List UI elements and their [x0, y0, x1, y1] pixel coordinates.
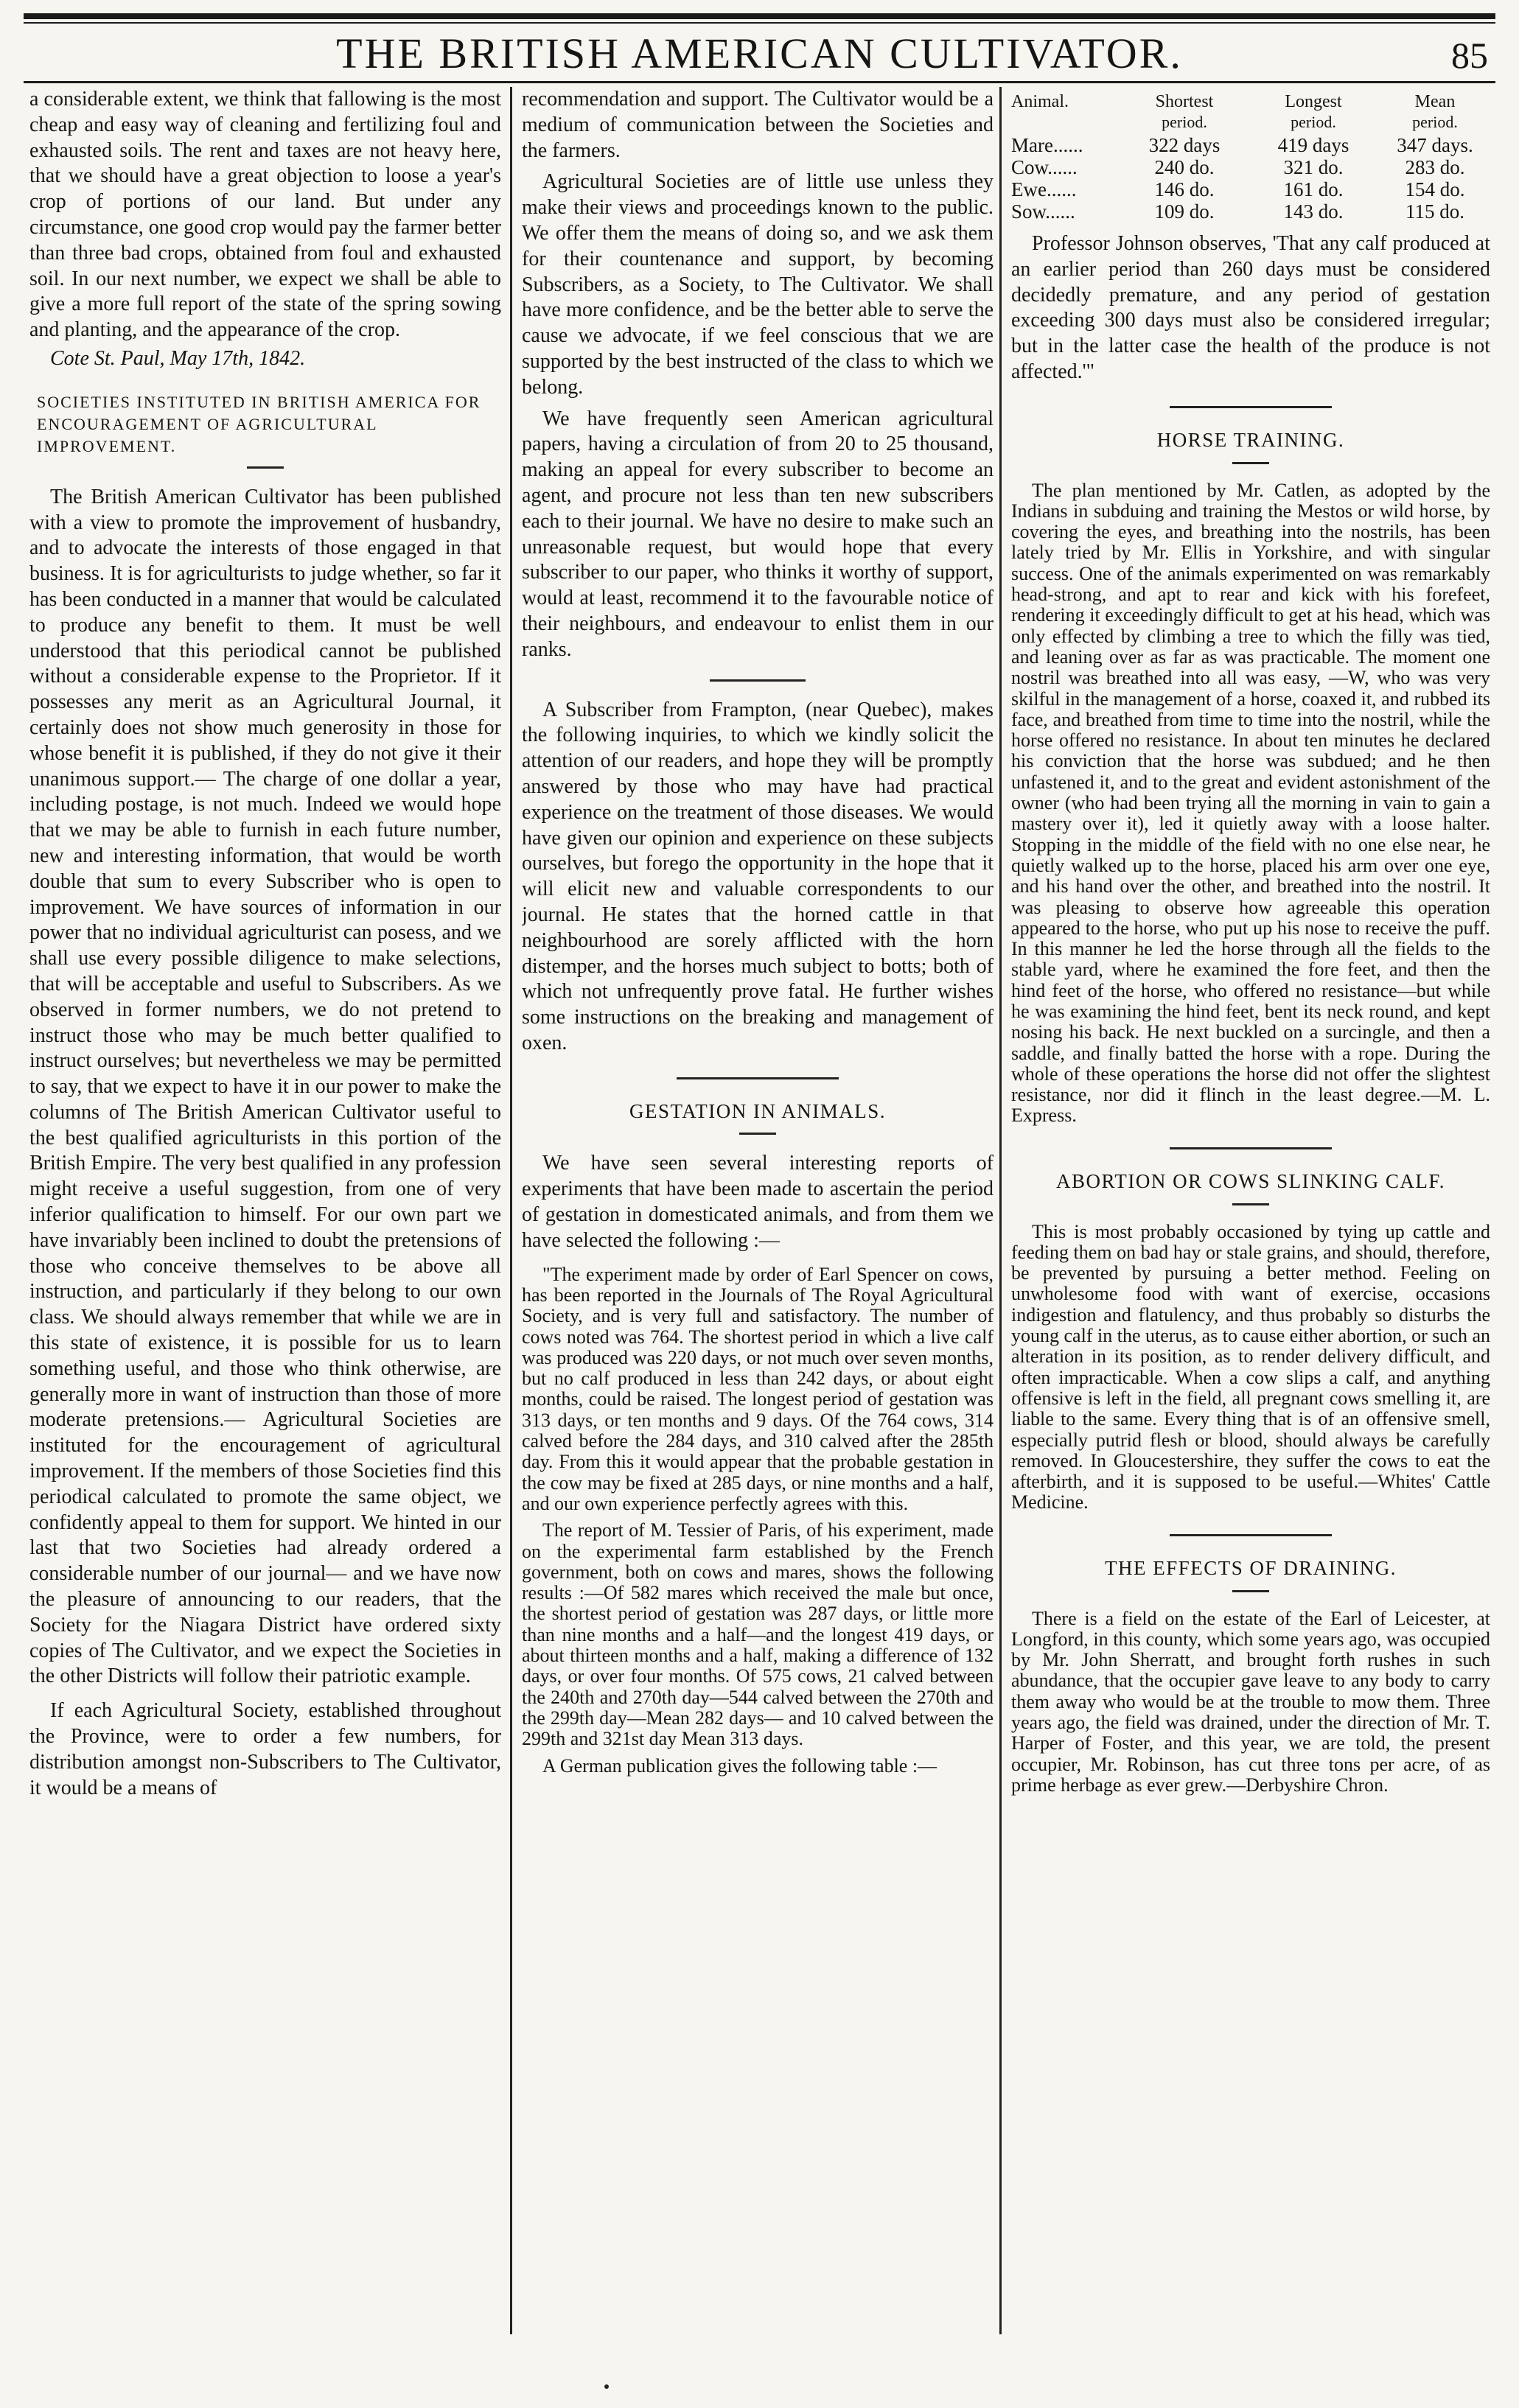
gestation-table-header: [1011, 91, 1490, 133]
johnson-paragraph: Professor Johnson observes, 'That any calf produced at an earlier period than 260 days must be considered decidedly premature, and any period of gestation exceeding 300 days must also be considered irregular; but in the latter case the health of the produce is not affected.'": [1011, 232, 1490, 383]
horse-training-heading: HORSE TRAINING.: [1156, 428, 1345, 451]
header-mean: Mean period.: [1412, 92, 1458, 131]
table-row: Mare...... 322 days 419 days 347 days.: [1011, 134, 1473, 156]
column-2: [522, 87, 994, 2334]
column-rule-1: [510, 87, 512, 2334]
header-longest: Longest period.: [1285, 92, 1342, 131]
societies-use-paragraph: Agricultural Societies are of little use unless they make their views and proceedings known to the public. We offer them the means of doing so, and we ask them for their countenance and support, by becoming Subscribers, as a Society, to The Cultivator. We shall have more confidence, and be the better able to serve the cause we advocate, if we feel conscious that we are supported by the best instructed of the class to which we belong.: [522, 170, 994, 399]
section-divider: [739, 1133, 776, 1135]
article-divider: [1170, 1534, 1332, 1536]
article-divider: [677, 1077, 839, 1079]
societies-heading: SOCIETIES INSTITUTED IN BRITISH AMERICA FOR ENCOURAGEMENT OF AGRICULTURAL IMPROVEMENT.: [37, 392, 481, 455]
table-row: Sow...... 109 do. 143 do. 115 do.: [1011, 200, 1464, 223]
gestation-heading: GESTATION IN ANIMALS.: [629, 1099, 887, 1122]
article-divider: [710, 679, 806, 682]
recommendation-paragraph: recommendation and support. The Cultivator would be a medium of communication between the Societies and the farmers.: [522, 88, 994, 162]
top-border-rule-thin: [24, 22, 1495, 24]
horse-training-paragraph: The plan mentioned by Mr. Catlen, as adopted by the Indians in subduing and training the Mestos or wild horse, by covering the eyes, and breathing into the nostrils, has been lately tried by Mr. Ellis in Yorkshire, and with singular success. One of the animals experimented on was remarkably head-strong, and apt to rear and kick with his forefeet, rendering it exceedingly difficult to get at his head, which was only effected by climbing a tree to which the filly was tied, and leaning over as far as was practicable. The moment one nostril was breathed into all was easy, —W, who was very skilful in the management of a horse, coaxed it, and rubbed its face, and breathed from time to time into the nostril, while the horse offered no resistance. In about ten minutes he declared his conviction that the horse was subdued; and he then unfastened it, and to the great and evident astonishment of the owner (who had been trying all the morning in vain to gain a mastery over it), led it quietly away with a loose halter. Stopping in the middle of the field with no one else near, he quietly walked up to the horse, placed his arm over one eye, and his hand over the other, and breathed into the nostril. It was pleasing to observe how agreeable this operation appeared to the horse, who put up his nose to receive the puff. In this manner he led the horse through all the fields to the stable yard, where he examined the fore feet, and then the hind feet of the horse, who offered no resistance—but while he was examining the hind feet, bent its neck round, and kept nosing his back. He next buckled on a surcingle, and then a saddle, and finally batted the horse with a rope. During the whole of these operations the horse did not offer the slightest resistance, nor did it flinch in the least degree.—M. L. Express.: [1011, 479, 1490, 1127]
section-divider: [1232, 1590, 1269, 1592]
german-table-intro: A German publication gives the following table :—: [542, 1754, 937, 1777]
header-shortest: Shortest period.: [1155, 92, 1214, 131]
abortion-heading: ABORTION OR COWS SLINKING CALF.: [1056, 1169, 1445, 1192]
fallowing-paragraph: a considerable extent, we think that fallowing is the most cheap and easy way of cleaning and fertilizing foul and exhausted soils. The rent and taxes are not heavy here, that we should have a great objection to loose a year's crop of portions of our land. But under any circumstance, one good crop would pay the farmer better than three bad crops, obtained from foul and exhausted soil. In our next number, we expect we shall be able to give a more full report of the state of the spring sowing and planting, and the appearance of the crop.: [29, 88, 501, 342]
section-divider: [1232, 462, 1269, 464]
top-border-rule: [24, 13, 1495, 19]
draining-heading: THE EFFECTS OF DRAINING.: [1104, 1556, 1397, 1579]
publication-title: THE BRITISH AMERICAN CULTIVATOR.: [336, 29, 1183, 77]
draining-paragraph: There is a field on the estate of the Earl of Leicester, at Longford, in this county, which some years ago, was occupied by Mr. John Sherratt, and brought forth rushes in such abundance, that the occupier gave leave to any body to carry them away who would be at the trouble to mow them. Three years ago, the field was drained, under the direction of Mr. T. Harper of Foster, and this year, we are told, the present occupier, Mr. Robinson, has cut three tons per acre, of as prime herbage as ever grew.—Derbyshire Chron.: [1011, 1607, 1490, 1796]
spencer-experiment-quote: "The experiment made by order of Earl Spencer on cows, has been reported in the Journals of The Royal Agricultural Society, and is very full and satisfactory. The number of cows noted was 764. The shortest period in which a live calf was produced was 220 days, or not much over seven months, but no calf produced in less than 242 days, or about eight months, could be raised. The longest period of gestation was 313 days, or ten months and 9 days. Of the 764 cows, 314 calved before the 284 days, and 310 calved after the 285th day. From this it would appear that the probable gestation in the cow may be fixed at 285 days, or nine months and a half, and our own experience perfectly agrees with this.: [522, 1263, 994, 1514]
section-divider: [1232, 1203, 1269, 1205]
masthead: [24, 27, 1495, 78]
header-animal: Animal.: [1011, 92, 1069, 111]
page-number: 85: [1451, 35, 1488, 76]
article-divider: [1170, 406, 1332, 408]
table-row: Cow...... 240 do. 321 do. 283 do.: [1011, 156, 1465, 178]
american-papers-paragraph: We have frequently seen American agricultural papers, having a circulation of from 20 to 25 thousand, making an appeal for every subscriber to become an agent, and procure not less than ten new subscribers each to their journal. We have no desire to make such an unreasonable request, but would hope that every subscriber to our paper, who thinks it worthy of support, would at least, recommend it to the favourable notice of their neighbours, and endeavour to enlist them in our ranks.: [522, 407, 994, 661]
abortion-paragraph: This is most probably occasioned by tying up cattle and feeding them on bad hay or stale grains, and should, therefore, be prevented by pursuing a better method. Feeling on unwholesome food with want of exercise, occasions indigestion and flatulency, and thus probably so disturbs the young calf in the uterus, as to cause either abortion, or such an alteration in its position, as to render delivery difficult, and often impracticable. When a cow slips a calf, and anything offensive is left in the field, all pregnant cows smelling it, are liable to the same. Every thing that is of an offensive smell, especially putrid flesh or blood, should always be carefully removed. In Gloucestershire, they suffer the cows to eat the afterbirth, and it is supposed to be useful.—Whites' Cattle Medicine.: [1011, 1220, 1490, 1513]
column-3: [1011, 87, 1490, 2334]
table-row: Ewe...... 146 do. 161 do. 154 do.: [1011, 178, 1465, 200]
tessier-report-quote: The report of M. Tessier of Paris, of his experiment, made on the experimental farm established by the French government, both on cows and mares, shows the following results :—Of 582 mares which received the male but once, the shortest period of gestation was 287 days, or little more than nine months and a half—and the longest 419 days, or about thirteen months and a half, making a difference of 132 days, or over four months. Of 575 cows, 21 calved between the 240th and 270th day—544 calved between the 270th and the 299th day—Mean 282 days— and 10 calved between the 299th and 321st day Mean 313 days.: [522, 1519, 994, 1750]
cultivator-paragraph: The British American Cultivator has been published with a view to promote the improvement of husbandry, and to advocate the interests of those engaged in that business. It is for agriculturists to judge whether, so far it has been conducted in a manner that would be calculated to produce any benefit to them. It must be well understood that this periodical cannot be published without a considerable expense to the Proprietor. If it possesses any merit as an Agricultural Journal, it certainly does not show much generosity in those for whose benefit it is published, if they do not give it their unanimous support.— The charge of one dollar a year, including postage, is not much. Indeed we would hope that we may be able to furnish in each future number, new and interesting information, that would be worth double that sum to every Subscriber who is open to improvement. We have sources of information in our power that no individual agriculturist can posess, and we shall use every possible diligence to make selections, that will be acceptable and useful to Subscribers. As we observed in former numbers, we do not pretend to instruct those who may be much better qualified to instruct ourselves; but nevertheless we may be permitted to say, that we expect to have it in our power to make the columns of The British American Cultivator useful to the best qualified agriculturists in this portion of the British Empire. The very best qualified in any profession might receive a useful suggestion, from one of very inferior qualification to himself. For our own part we have invariably been inclined to doubt the pretensions of those who conceive themselves to be above all instruction, and particularly if they belong to our own class. We should always remember that while we are in this state of existence, it is possible for us to learn something useful, and those who think otherwise, are generally more in want of instruction than those of more moderate pretensions.— Agricultural Societies are instituted for the encouragement of agricultural improvement. If the members of those Societies find this periodical calculated to promote the same object, we confidently appeal to them for support. We hinted in our last that two Societies had already ordered a considerable number of our journal— and we have now the pleasure of announcing to our readers, that the Society for the Niagara District have ordered sixty copies of The Cultivator, and we expect the Societies in the other Districts will follow their patriotic example.: [29, 485, 501, 1688]
column-rule-2: [999, 87, 1002, 2334]
signoff-dateline: Cote St. Paul, May 17th, 1842.: [50, 346, 306, 370]
section-divider: [247, 466, 284, 469]
frampton-subscriber-paragraph: A Subscriber from Frampton, (near Quebec), makes the following inquiries, to which we kindly solicit the attention of our readers, and hope they will be promptly answered by those who may have had practical experience on the treatment of those diseases. We would have given our opinion and experience on these subjects ourselves, but forego the opportunity in the hope that it will elicit new and valuable correspondents to our journal. He states that the horned cattle in that neighbourhood are sorely afflicted with the horn distemper, and the horses much subject to botts; both of which not unfrequently prove fatal. He further wishes some instructions on the breaking and management of oxen.: [522, 698, 994, 1054]
gestation-intro-paragraph: We have seen several interesting reports of experiments that have been made to ascertain the period of gestation in domesticated animals, and from them we have selected the following :—: [522, 1152, 994, 1252]
article-divider: [1170, 1147, 1332, 1149]
page-mark: [604, 2384, 609, 2389]
agricultural-society-paragraph: If each Agricultural Society, established throughout the Province, were to order a few numbers, for distribution amongst non-Subscribers to The Cultivator, it would be a means of: [29, 1699, 501, 1799]
column-1: [29, 87, 501, 2334]
header-rule: [24, 81, 1495, 83]
